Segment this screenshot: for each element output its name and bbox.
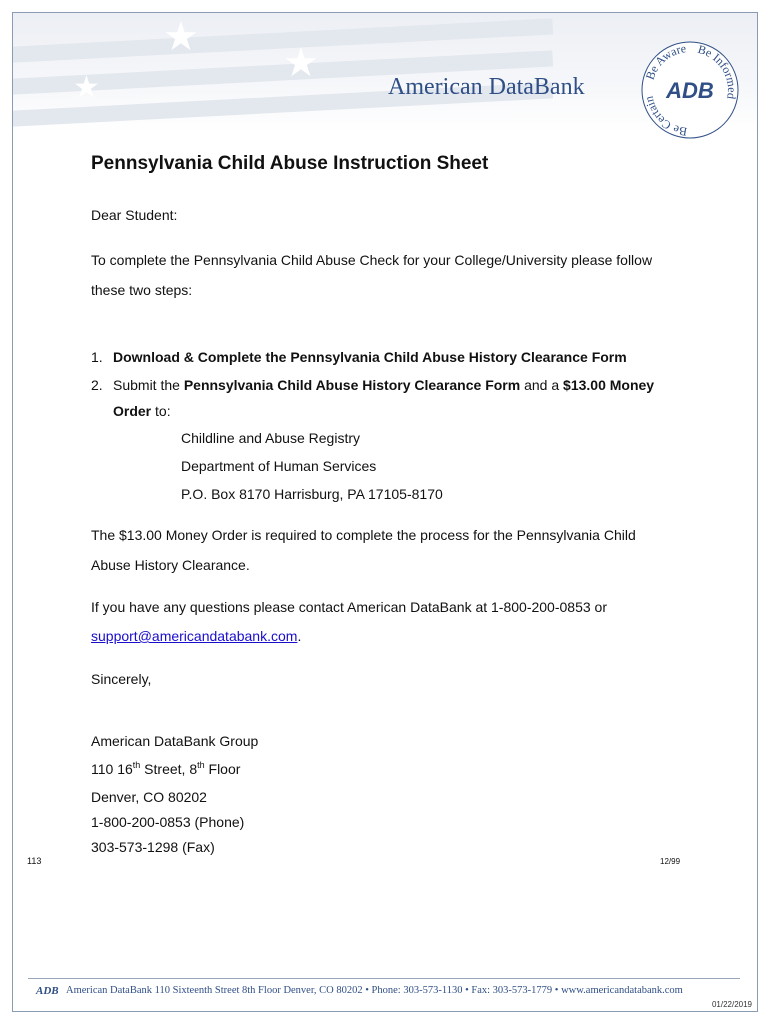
floor-superscript: th	[197, 760, 205, 770]
step-2-number: 2.	[91, 377, 103, 393]
step-2-text	[113, 376, 654, 394]
step-2-suffix: to:	[151, 403, 171, 419]
signature-city: Denver, CO 80202	[91, 789, 207, 805]
signature-fax: 303-573-1298 (Fax)	[91, 839, 215, 855]
address-line-3: P.O. Box 8170 Harrisburg, PA 17105-8170	[181, 486, 443, 502]
star-icon: ★	[73, 71, 100, 104]
signature-phone: 1-800-200-0853 (Phone)	[91, 814, 245, 830]
address-line-1: Childline and Abuse Registry	[181, 430, 360, 446]
support-period: .	[297, 628, 302, 644]
intro-line-2: these two steps:	[91, 282, 193, 298]
street-part-b: Street, 8	[140, 761, 198, 777]
questions-line: If you have any questions please contact American DataBank at 1-800-200-0853 or	[91, 599, 607, 615]
address-line-2: Department of Human Services	[181, 458, 377, 474]
step-2-order: Order	[113, 403, 152, 419]
footer-logo: ADB	[36, 985, 59, 997]
step-1-text: Download & Complete the Pennsylvania Child Abuse History Clearance Form	[113, 349, 627, 365]
star-icon: ★	[283, 41, 319, 85]
signature-org: American DataBank Group	[91, 733, 259, 749]
closing: Sincerely,	[91, 671, 152, 687]
street-part-a: 110 16	[91, 761, 133, 777]
step-1-number: 1.	[91, 349, 103, 365]
step-2-prefix: Submit the	[113, 377, 184, 393]
footer-divider	[28, 978, 740, 979]
salutation: Dear Student:	[91, 207, 178, 223]
seal-logo	[640, 40, 740, 140]
footer-date: 01/22/2019	[711, 1000, 752, 1009]
seal-text-top: Be Aware	[642, 41, 688, 82]
seal-text-left: Be Certain	[641, 94, 689, 139]
intro-line-1: To complete the Pennsylvania Child Abuse Check for your College/University please follow	[91, 252, 653, 268]
step-2-amount: $13.00 Money	[563, 377, 655, 393]
step-2-form-name: Pennsylvania Child Abuse History Clearance Form	[183, 377, 521, 393]
signature-street	[91, 760, 240, 778]
step-2-continued	[113, 402, 171, 420]
money-order-line-2: Abuse History Clearance.	[91, 557, 250, 573]
page-number: 113	[27, 856, 42, 866]
seal-logo-letters: ADB	[666, 78, 714, 103]
support-email-link[interactable]: support@americandatabank.com	[91, 628, 298, 644]
money-order-line-1: The $13.00 Money Order is required to complete the process for the Pennsylvania Child	[91, 527, 636, 543]
page-title: Pennsylvania Child Abuse Instruction Sheet	[91, 153, 489, 174]
street-part-c: Floor	[204, 761, 241, 777]
step-2-mid: and a	[520, 377, 564, 393]
form-revision-date: 12/99	[660, 857, 681, 866]
support-contact	[91, 627, 301, 645]
street-superscript: th	[132, 760, 141, 770]
brand-name: American DataBank	[388, 74, 585, 100]
footer-address: American DataBank 110 Sixteenth Street 8th Floor Denver, CO 80202 • Phone: 303-573-1130 • Fax: 303-573-1779 • www.americandatabank.com	[66, 985, 683, 996]
seal-text-right: Be Informed	[696, 41, 740, 101]
star-icon: ★	[163, 15, 199, 59]
